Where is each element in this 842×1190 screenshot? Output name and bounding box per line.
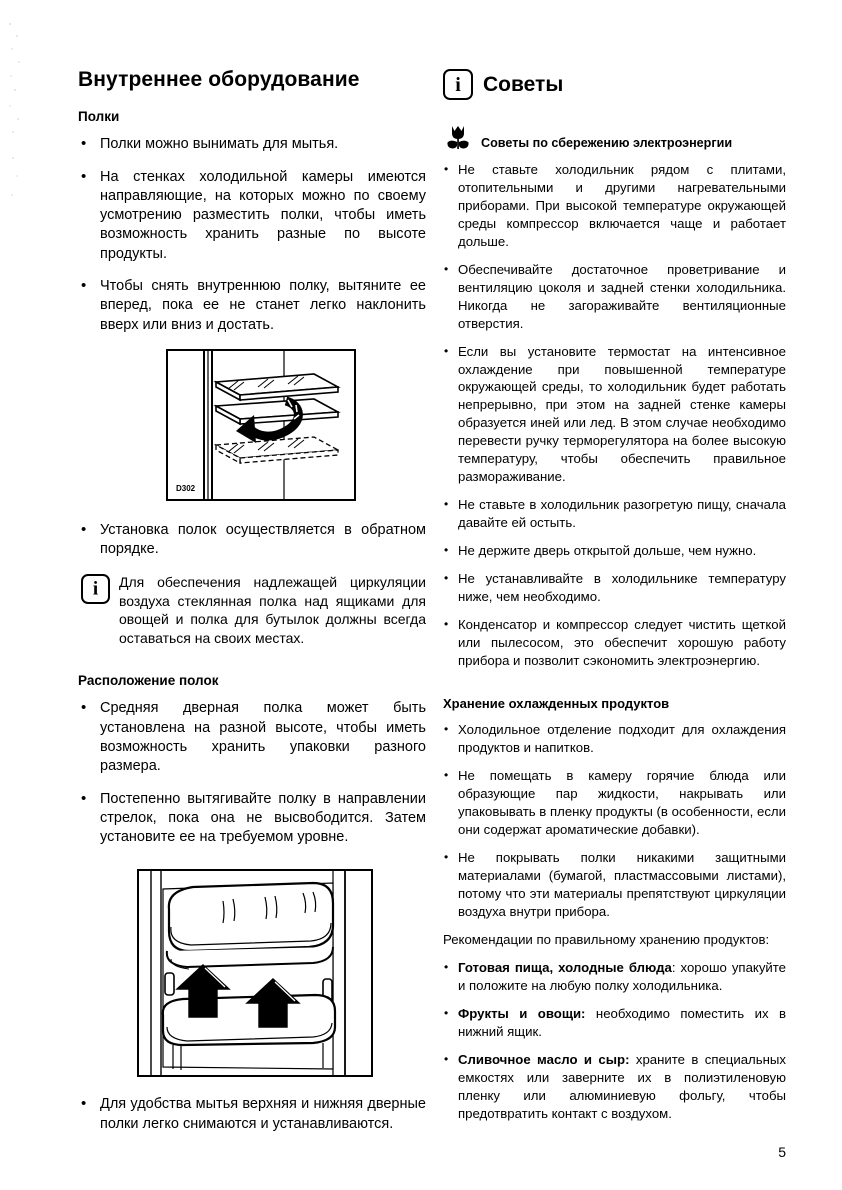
tulip-icon xyxy=(443,122,473,152)
shelves-bullet-list xyxy=(78,135,426,335)
shelf-positions-bullet-list-after-figure xyxy=(78,1095,426,1134)
list-item: • Для удобства мытья верхняя и нижняя дверные полки легко снимаются и устанавливаются. xyxy=(78,1095,426,1134)
recommendation-term: Фрукты и овощи: xyxy=(458,1005,586,1021)
energy-tips-heading xyxy=(443,122,786,152)
recommendation-list xyxy=(443,959,786,1123)
list-item: • Не держите дверь открытой дольше, чем нужно. xyxy=(443,542,786,560)
shelves-bullet-list-after-figure xyxy=(78,521,426,560)
list-item xyxy=(443,1051,786,1123)
list-item: • Не устанавливайте в холодильнике температуру ниже, чем необходимо. xyxy=(443,570,786,606)
shelf-positions-bullet-list xyxy=(78,699,426,847)
note-shelves xyxy=(81,573,426,647)
info-icon xyxy=(81,574,110,604)
left-column xyxy=(78,68,426,1134)
subheading-storage: Хранение охлажденных продуктов xyxy=(443,695,670,711)
recommendation-intro: Рекомендации по правильному хранению продуктов: xyxy=(443,931,770,947)
scan-artifact xyxy=(6,18,24,138)
subheading-shelves: Полки xyxy=(78,109,120,125)
list-item: • Конденсатор и компрессор следует чистить щеткой или пылесосом, это обеспечит хорошую работу прибора и позволит сэкономить электроэнергию. xyxy=(443,616,786,670)
recommendation-text: храните в специальных емкостях или заверните их в полиэтиленовую пленку или алюминиевую фольгу, чтобы предотвратить контакт с воздухом. xyxy=(458,1051,786,1121)
figure-door-shelf xyxy=(84,869,426,1077)
list-item: • Средняя дверная полка может быть установлена на разной высоте, чтобы иметь возможность хранить упаковки разного размера. xyxy=(78,699,426,776)
list-item: • Не покрывать полки никакими защитными материалами (бумагой, пластмассовыми листами), потому что эти материалы препятствуют циркуляции воздуха внутри прибора. xyxy=(443,849,786,921)
info-icon xyxy=(443,69,473,100)
figure-shelf-removal xyxy=(96,349,426,501)
recommendation-term: Готовая пища, холодные блюда xyxy=(458,959,672,975)
tips-heading-label: Советы xyxy=(483,72,564,96)
list-item: • Холодильное отделение подходит для охлаждения продуктов и напитков. xyxy=(443,721,786,757)
list-item: • Если вы установите термостат на интенсивное охлаждение при повышенной температуре окружающей среды, то холодильник будет работать непрерывно, при этом на задней стенке камеры образуется иней или лед. В этом случае необходимо перевести ручку терморегулятора на более высокую температуру, чтобы обеспечить правильное размораживание. xyxy=(443,343,786,487)
list-item: • Чтобы снять внутреннюю полку, вытяните ее вперед, пока ее не станет легко наклонить вверх или вниз и достать. xyxy=(78,277,426,335)
list-item: • Полки можно вынимать для мытья. xyxy=(78,135,426,154)
page-title: Внутреннее оборудование xyxy=(78,68,360,91)
door-shelf-illustration xyxy=(137,869,373,1077)
shelf-removal-illustration xyxy=(166,349,356,501)
list-item: • Не ставьте в холодильник разогретую пищу, сначала давайте ей остыть. xyxy=(443,496,786,532)
recommendation-separator: : xyxy=(671,959,681,975)
right-column xyxy=(443,68,786,1133)
energy-tips-list xyxy=(443,161,786,670)
note-text: Для обеспечения надлежащей циркуляции воздуха стеклянная полка над ящиками для овощей и полка для бутылок должны всегда оставаться на своих местах. xyxy=(119,574,426,646)
list-item xyxy=(443,959,786,995)
storage-list xyxy=(443,721,786,921)
energy-tips-label: Советы по сбережению электроэнергии xyxy=(481,136,733,151)
recommendation-separator xyxy=(585,1006,595,1021)
recommendation-text: хорошо упакуйте и положите на любую полку холодильника. xyxy=(458,959,787,993)
list-item: • Не помещать в камеру горячие блюда или образующие пар жидкости, накрывать или упаковывать в пленку продукты (в особенности, если они содержат ароматические добавки). xyxy=(443,767,786,839)
page-number: 5 xyxy=(778,1144,786,1160)
recommendation-term: Сливочное масло и сыр: xyxy=(458,1051,630,1067)
recommendation-text: необходимо поместить их в нижний ящик. xyxy=(458,1005,786,1039)
list-item xyxy=(443,1005,786,1041)
tips-heading xyxy=(443,68,786,100)
subheading-shelf-positions: Расположение полок xyxy=(78,673,219,689)
list-item: • Обеспечивайте достаточное проветривание и вентиляцию цоколя и задней стенки холодильника. Никогда не загораживайте вентиляционные отверстия. xyxy=(443,261,786,333)
list-item: • Не ставьте холодильник рядом с плитами, отопительными и другими нагревательными приборами. При высокой температуре окружающей среды компрессор включается чаще и работает дольше. xyxy=(443,161,786,251)
list-item: • Установка полок осуществляется в обратном порядке. xyxy=(78,521,426,560)
scan-artifact xyxy=(8,150,22,210)
list-item: • На стенках холодильной камеры имеются направляющие, на которых можно по своему усмотрению разместить полки, чтобы иметь возможность хранить разные по высоте продукты. xyxy=(78,168,426,264)
figure-code: D302 xyxy=(176,483,196,493)
list-item: • Постепенно вытягивайте полку в направлении стрелок, пока она не высвободится. Затем установите ее на требуемом уровне. xyxy=(78,790,426,848)
